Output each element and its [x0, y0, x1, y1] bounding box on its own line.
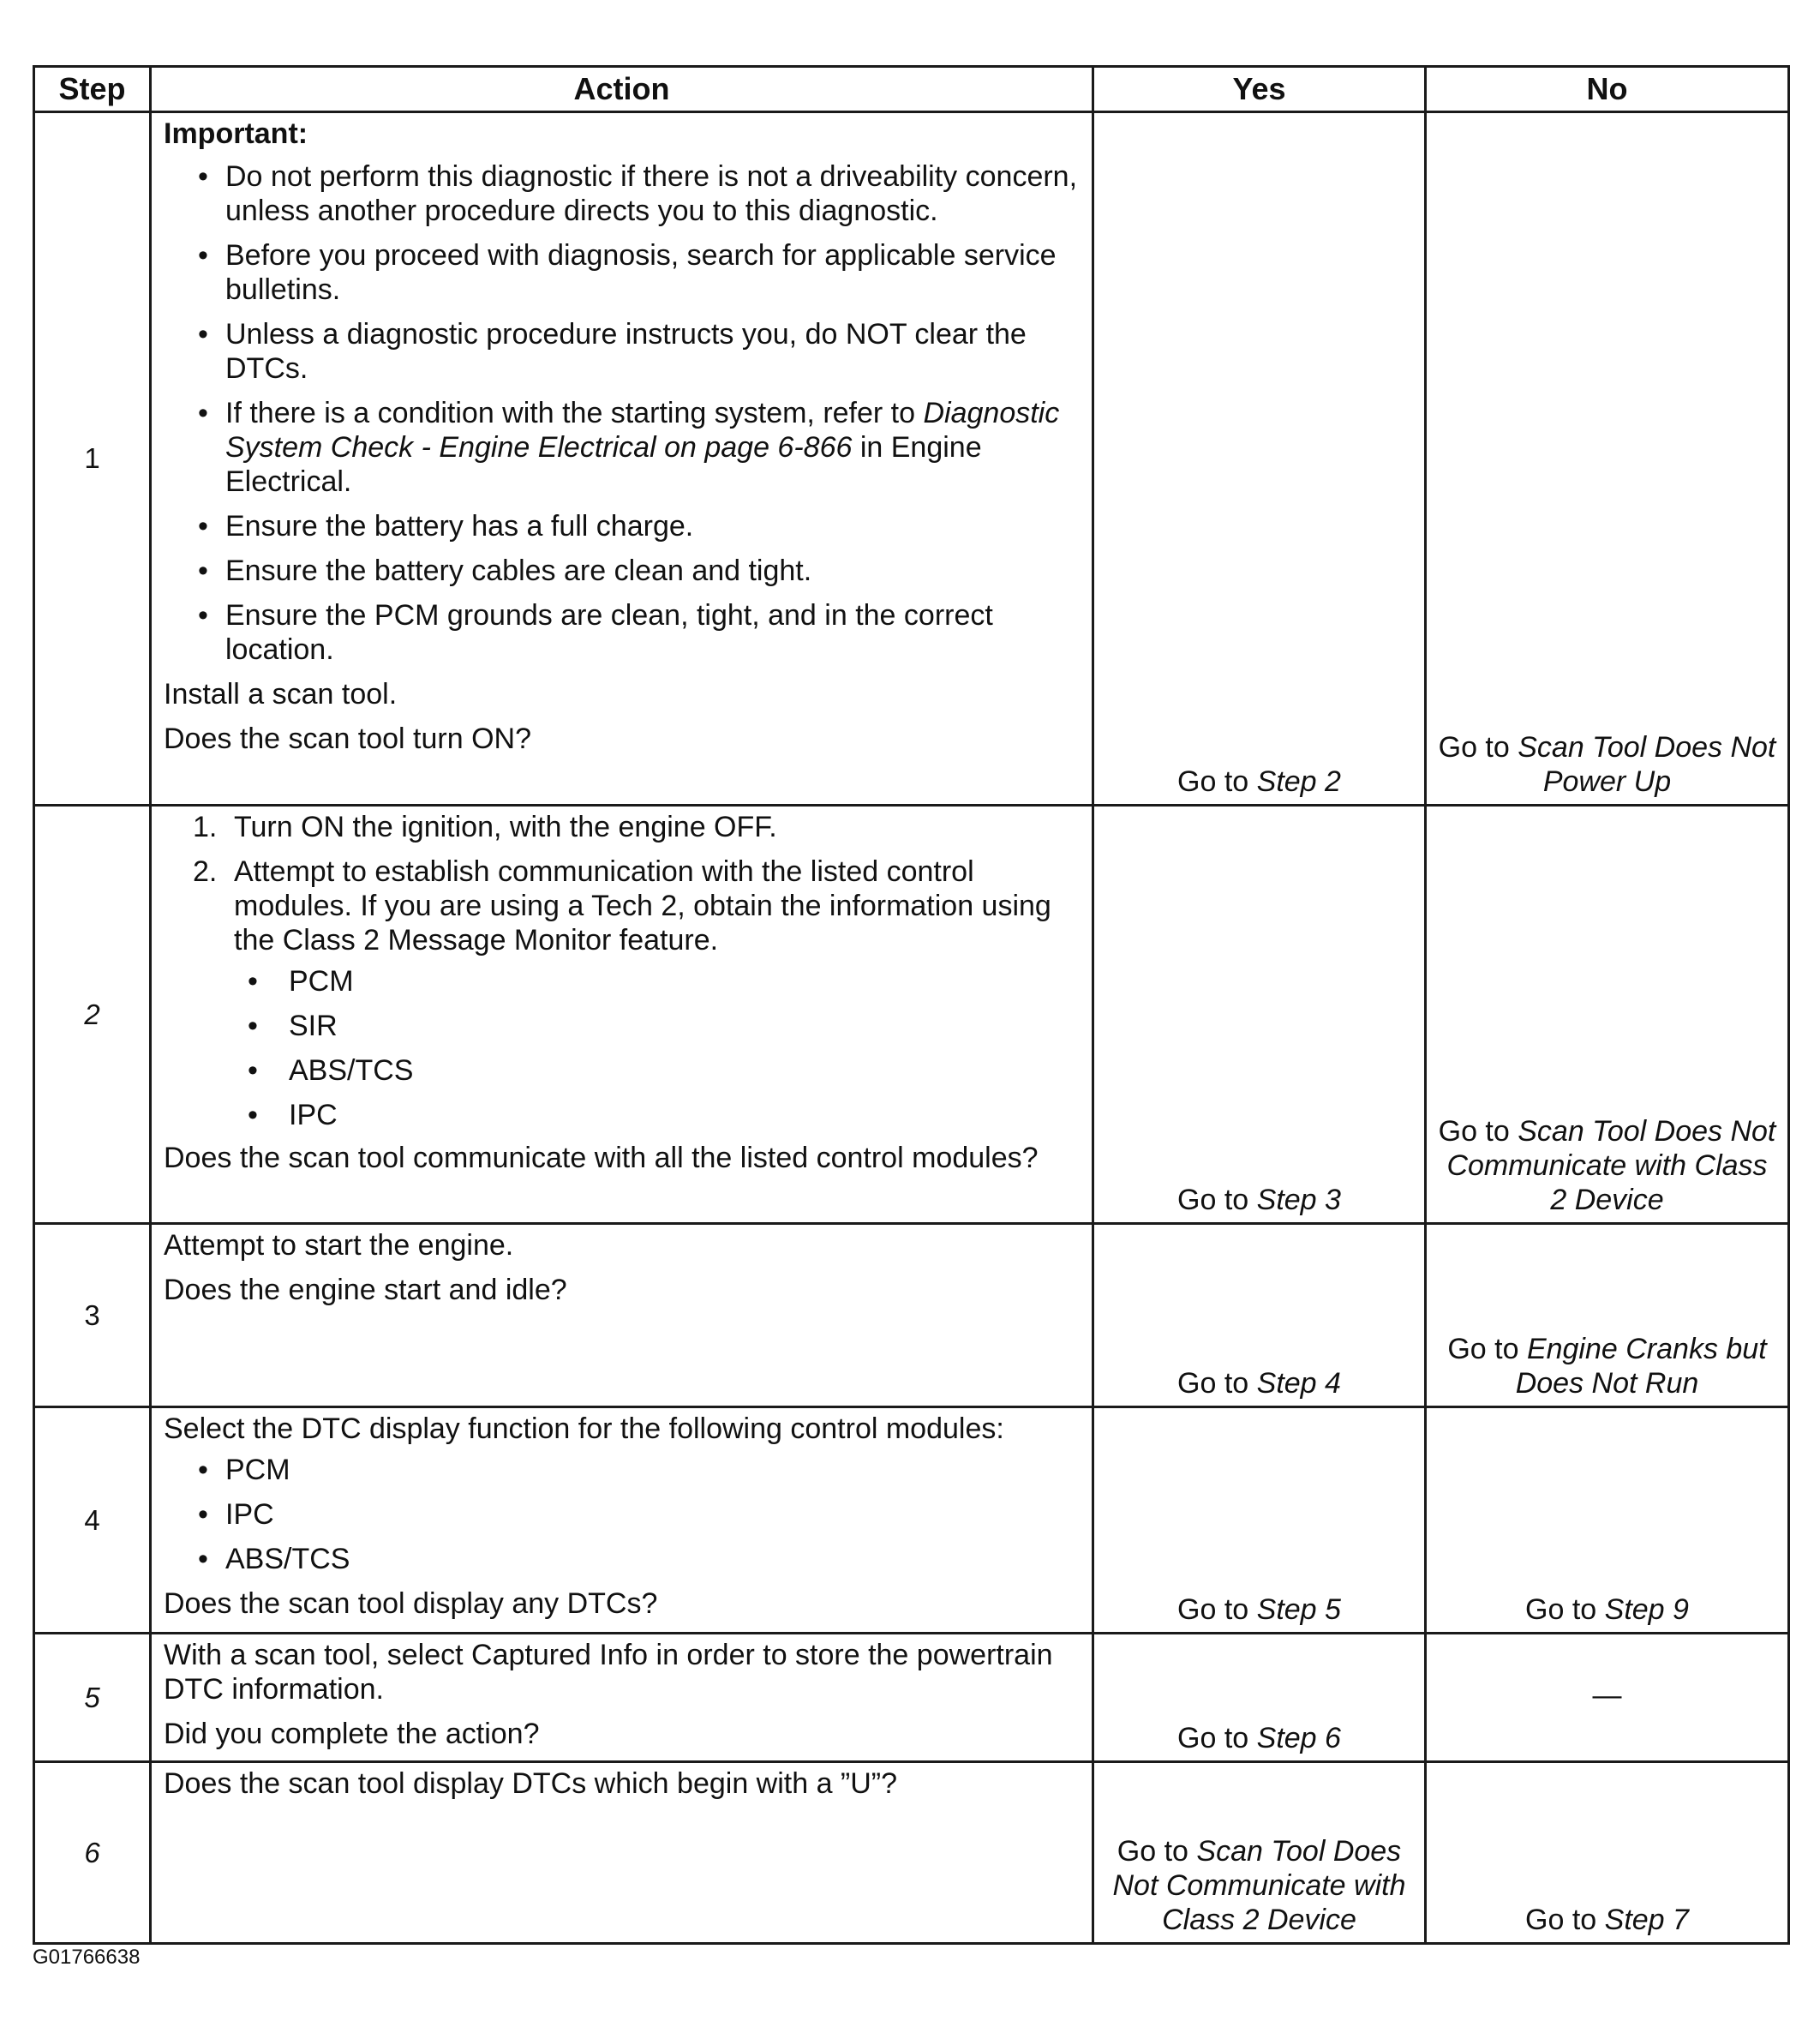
header-row — [34, 67, 1789, 112]
goto-link[interactable]: Step 4 — [1256, 1367, 1341, 1400]
instruction-text: With a scan tool, select Captured Info in order to store the powertrain DTC information. — [164, 1639, 1053, 1706]
goto-text: Go to — [1438, 731, 1518, 764]
list-item: • Before you proceed with diagnosis, search for applicable service bulletins. — [198, 238, 1078, 307]
list-item-text: If there is a condition with the starting system, refer to — [225, 397, 924, 429]
goto-link[interactable]: Step 7 — [1604, 1904, 1689, 1936]
figure-id: G01766638 — [33, 1946, 141, 1969]
list-number: 2. — [193, 855, 218, 888]
list-item: • Ensure the battery has a full charge. — [198, 509, 1078, 543]
header-step: Step — [34, 67, 151, 112]
list-item: • PCM — [198, 1453, 1078, 1487]
no-cell — [1426, 1407, 1789, 1634]
action-cell — [151, 1224, 1093, 1407]
list-item: • Ensure the battery cables are clean and tight. — [198, 554, 1078, 588]
goto-text: Go to — [1438, 1115, 1518, 1148]
action-cell — [151, 1634, 1093, 1762]
module-list — [164, 1453, 1078, 1576]
header-action: Action — [151, 67, 1093, 112]
goto-text: Go to — [1177, 1184, 1257, 1216]
module-list — [234, 964, 1078, 1132]
list-item: • IPC — [248, 1098, 1078, 1132]
no-cell — [1426, 806, 1789, 1224]
list-item-text: Turn ON the ignition, with the engine OFF. — [234, 811, 777, 843]
numbered-steps — [164, 810, 1078, 1132]
table-row — [34, 806, 1789, 1224]
question-text: Does the scan tool turn ON? — [164, 723, 532, 755]
question-text: Does the scan tool display DTCs which begin with a ”U”? — [164, 1767, 898, 1800]
goto-text: Go to — [1525, 1904, 1605, 1936]
question-text: Does the scan tool communicate with all the listed control modules? — [164, 1142, 1039, 1174]
step-number: 4 — [34, 1407, 151, 1634]
yes-cell — [1093, 1634, 1426, 1762]
header-no: No — [1426, 67, 1789, 112]
action-cell — [151, 112, 1093, 806]
yes-cell — [1093, 1762, 1426, 1944]
no-cell — [1426, 1224, 1789, 1407]
instruction-text: Select the DTC display function for the following control modules: — [164, 1412, 1004, 1445]
list-item: • SIR — [248, 1009, 1078, 1043]
table-row — [34, 1224, 1789, 1407]
cross-reference-link[interactable]: Diagnostic System Check - Engine Electrical on page 6-866 — [225, 397, 1060, 464]
list-item: • PCM — [248, 964, 1078, 999]
step-number: 6 — [34, 1762, 151, 1944]
yes-cell — [1093, 806, 1426, 1224]
step-number: 3 — [34, 1224, 151, 1407]
list-item: • Unless a diagnostic procedure instructs you, do NOT clear the DTCs. — [198, 317, 1078, 386]
goto-link[interactable]: Step 2 — [1256, 765, 1341, 798]
goto-link[interactable]: Scan Tool Does Not Power Up — [1518, 731, 1776, 798]
question-text: Does the scan tool display any DTCs? — [164, 1587, 658, 1620]
table-row — [34, 1634, 1789, 1762]
list-item: • ABS/TCS — [198, 1542, 1078, 1576]
goto-link[interactable]: Scan Tool Does Not Communicate with Class 2 Device — [1446, 1115, 1776, 1216]
yes-cell — [1093, 1224, 1426, 1407]
list-number: 1. — [193, 811, 218, 843]
goto-link[interactable]: Scan Tool Does Not Communicate with Class 2 Device — [1112, 1835, 1406, 1936]
yes-cell — [1093, 112, 1426, 806]
goto-text: Go to — [1447, 1333, 1527, 1365]
list-item-text: Attempt to establish communication with the listed control modules. If you are using a Tech 2, obtain the information using the Class 2 Message Monitor feature. — [234, 855, 1051, 957]
important-label: Important: — [164, 117, 308, 150]
goto-link[interactable]: Step 6 — [1256, 1722, 1341, 1754]
no-cell — [1426, 112, 1789, 806]
list-item: • Ensure the PCM grounds are clean, tight, and in the correct location. — [198, 598, 1078, 667]
goto-text: Go to — [1525, 1593, 1605, 1626]
list-item — [193, 810, 1078, 844]
table-row — [34, 1762, 1789, 1944]
goto-text: Go to — [1177, 1593, 1257, 1626]
header-yes: Yes — [1093, 67, 1426, 112]
goto-text: Go to — [1117, 1835, 1197, 1868]
list-item: • ABS/TCS — [248, 1053, 1078, 1088]
yes-cell — [1093, 1407, 1426, 1634]
step-number: 5 — [34, 1634, 151, 1762]
goto-link[interactable]: Step 3 — [1256, 1184, 1341, 1216]
question-text: Did you complete the action? — [164, 1718, 540, 1750]
list-item: • Do not perform this diagnostic if there is not a driveability concern, unless another procedure directs you to this diagnostic. — [198, 159, 1078, 228]
table-row — [34, 1407, 1789, 1634]
diagnostic-table — [33, 65, 1790, 1945]
no-cell — [1426, 1762, 1789, 1944]
action-cell — [151, 806, 1093, 1224]
no-cell — [1426, 1634, 1789, 1762]
important-list — [164, 159, 1078, 667]
instruction-text: Attempt to start the engine. — [164, 1229, 514, 1262]
goto-link[interactable]: Step 5 — [1256, 1593, 1341, 1626]
list-item-text: in Engine Electrical. — [225, 431, 982, 498]
question-text: Does the engine start and idle? — [164, 1274, 567, 1306]
diagnostic-page — [33, 65, 1787, 1945]
goto-link[interactable]: Engine Cranks but Does Not Run — [1515, 1333, 1767, 1400]
action-cell — [151, 1762, 1093, 1944]
list-item: • IPC — [198, 1497, 1078, 1532]
instruction-text: Install a scan tool. — [164, 678, 398, 711]
goto-text: Go to — [1177, 765, 1257, 798]
goto-text: Go to — [1177, 1722, 1257, 1754]
table-row — [34, 112, 1789, 806]
list-item — [198, 396, 1078, 499]
step-number: 1 — [34, 112, 151, 806]
step-number: 2 — [34, 806, 151, 1224]
goto-text: Go to — [1177, 1367, 1257, 1400]
list-item — [193, 855, 1078, 1132]
goto-link[interactable]: Step 9 — [1604, 1593, 1689, 1626]
action-cell — [151, 1407, 1093, 1634]
not-applicable-dash: — — [1592, 1678, 1622, 1712]
